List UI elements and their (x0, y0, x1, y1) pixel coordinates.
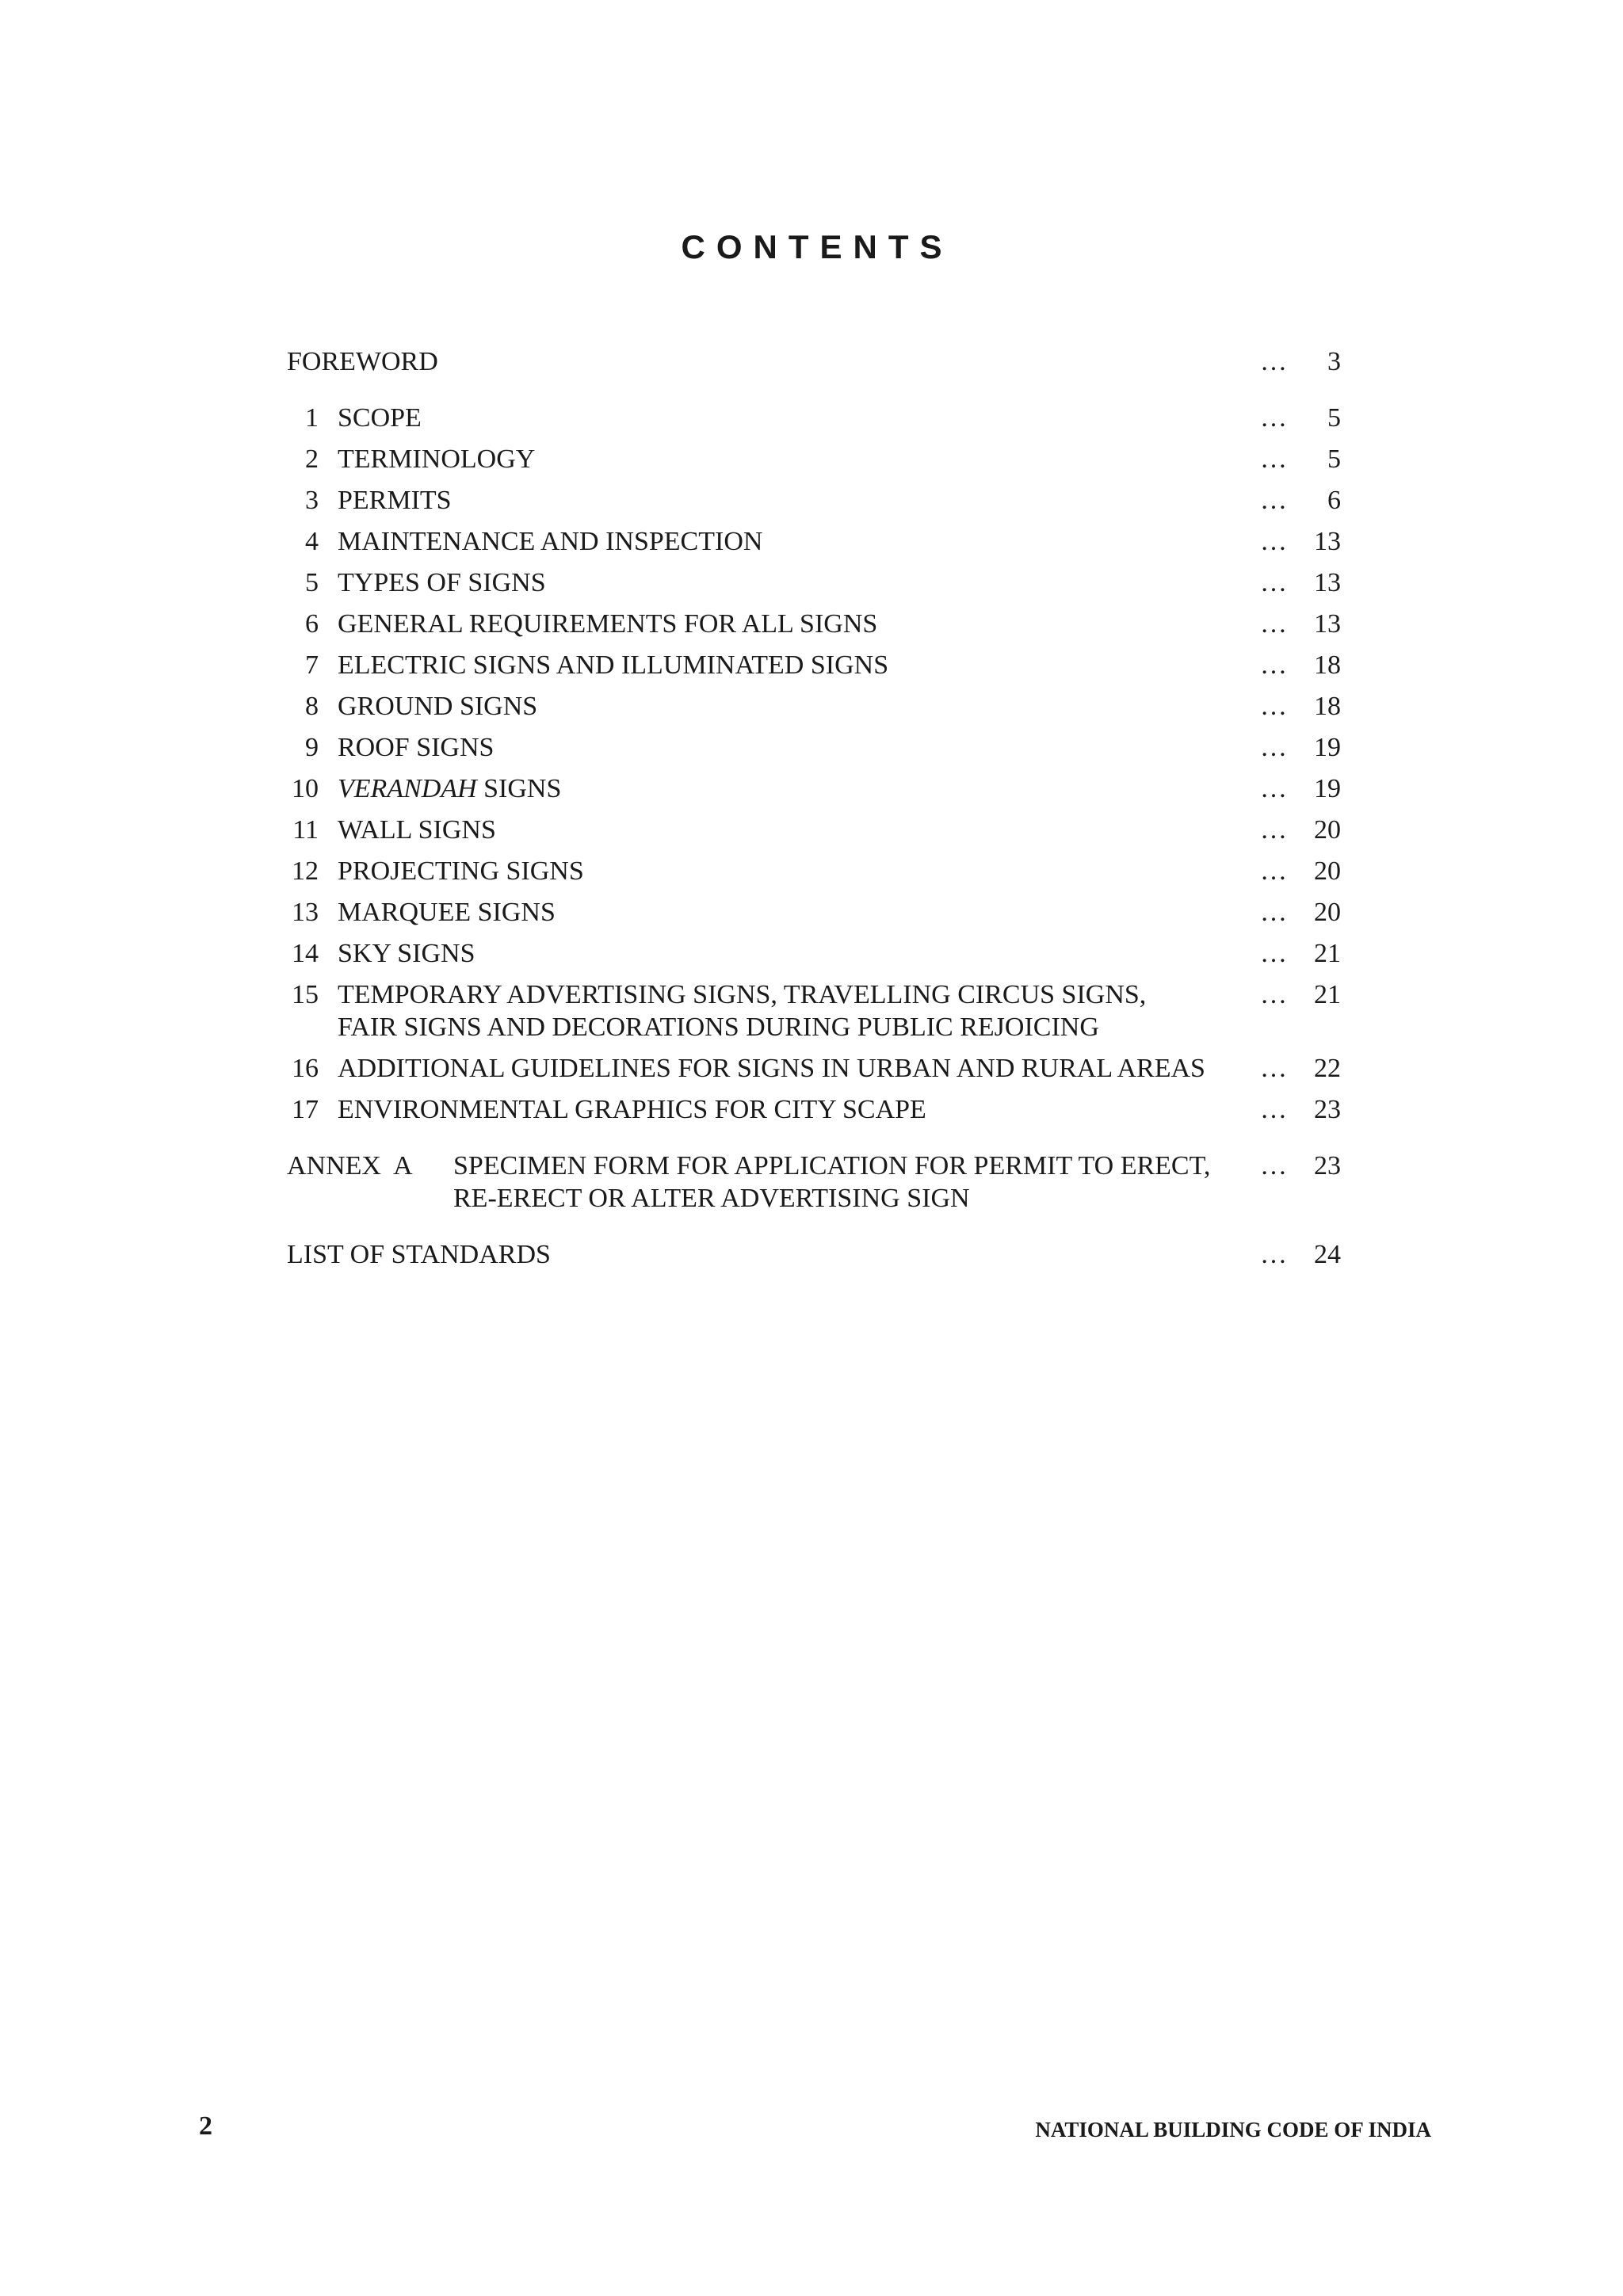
toc-leader-dots: … (1260, 1151, 1287, 1180)
toc-entry-11 (287, 814, 1341, 846)
toc-entry-title: FOREWORD (287, 347, 438, 376)
toc-entry-2 (287, 443, 1341, 475)
toc-entry-10 (287, 772, 1341, 805)
toc-page-number: 22 (1314, 1054, 1341, 1083)
toc-entry-number: 10 (292, 774, 319, 803)
toc-leader-dots: … (1260, 527, 1287, 556)
footer-publication-title: NATIONAL BUILDING CODE OF INDIA (1035, 2118, 1431, 2142)
toc-entry-number: 1 (305, 403, 319, 433)
toc-entry-5 (287, 566, 1341, 599)
toc-entry-annex-a (287, 1150, 1341, 1215)
toc-entry-title-line: FAIR SIGNS AND DECORATIONS DURING PUBLIC REJOICING (338, 1013, 1099, 1042)
toc-entry-number: 17 (292, 1095, 319, 1124)
toc-entry-16 (287, 1052, 1341, 1085)
toc-page-number: 19 (1314, 774, 1341, 803)
toc-leader-dots: … (1260, 815, 1287, 845)
toc-page-number: 6 (1327, 486, 1341, 515)
toc-page-number: 5 (1327, 403, 1341, 433)
toc-leader-dots: … (1260, 980, 1287, 1009)
toc-entry-number: 2 (305, 444, 319, 474)
toc-page-number: 23 (1314, 1151, 1341, 1180)
toc-leader-dots: … (1260, 1240, 1287, 1269)
toc-entry-7 (287, 649, 1341, 681)
table-of-contents (287, 345, 1341, 1280)
toc-entry-number: 16 (292, 1054, 319, 1083)
toc-page-number: 5 (1327, 444, 1341, 474)
toc-page-number: 13 (1314, 527, 1341, 556)
toc-entry-4 (287, 525, 1341, 558)
toc-entry-number: 7 (305, 650, 319, 680)
toc-entry-number: 9 (305, 733, 319, 762)
toc-entry-number: 6 (305, 609, 319, 639)
toc-entry-foreword (287, 345, 1341, 378)
toc-page-number: 20 (1314, 856, 1341, 886)
toc-leader-dots: … (1260, 1054, 1287, 1083)
toc-entry-13 (287, 896, 1341, 929)
toc-leader-dots: … (1260, 1095, 1287, 1124)
toc-entry-list-of-standards (287, 1238, 1341, 1271)
toc-entry-14 (287, 937, 1341, 970)
toc-leader-dots: … (1260, 898, 1287, 927)
toc-entry-number: 14 (292, 939, 319, 968)
toc-entry-number: 11 (292, 815, 319, 845)
toc-entry-title: TERMINOLOGY (338, 444, 536, 474)
toc-entry-title: PERMITS (338, 486, 452, 515)
toc-entry-title: LIST OF STANDARDS (287, 1240, 551, 1269)
toc-leader-dots: … (1260, 856, 1287, 886)
toc-entry-12 (287, 855, 1341, 887)
footer-page-number: 2 (199, 2111, 212, 2141)
toc-entry-title: GENERAL REQUIREMENTS FOR ALL SIGNS (338, 609, 878, 639)
toc-entry-title: ENVIRONMENTAL GRAPHICS FOR CITY SCAPE (338, 1095, 926, 1124)
toc-page-number: 18 (1314, 692, 1341, 721)
toc-leader-dots: … (1260, 347, 1287, 376)
toc-entry-title: PROJECTING SIGNS (338, 856, 584, 886)
toc-entry-title: ADDITIONAL GUIDELINES FOR SIGNS IN URBAN AND RURAL AREAS (338, 1054, 1205, 1083)
toc-entry-title-line: SPECIMEN FORM FOR APPLICATION FOR PERMIT TO ERECT, (453, 1151, 1211, 1180)
toc-leader-dots: … (1260, 444, 1287, 474)
toc-entry-title: ROOF SIGNS (338, 733, 495, 762)
toc-entry-number: 8 (305, 692, 319, 721)
toc-entry-title-line: RE-ERECT OR ALTER ADVERTISING SIGN (453, 1184, 970, 1213)
toc-leader-dots: … (1260, 486, 1287, 515)
toc-leader-dots: … (1260, 650, 1287, 680)
toc-page-number: 3 (1327, 347, 1341, 376)
toc-entry-title (453, 1150, 1246, 1215)
toc-page-number: 24 (1314, 1240, 1341, 1269)
toc-page-number: 21 (1314, 939, 1341, 968)
toc-entry-title: WALL SIGNS (338, 815, 496, 845)
toc-entry-number: 15 (292, 980, 319, 1009)
toc-entry-number: 3 (305, 486, 319, 515)
toc-entry-title: MAINTENANCE AND INSPECTION (338, 527, 763, 556)
toc-page-number: 13 (1314, 609, 1341, 639)
toc-leader-dots: … (1260, 609, 1287, 639)
toc-entry-1 (287, 402, 1341, 434)
page-title: CONTENTS (681, 228, 953, 265)
toc-entry-title-line: TEMPORARY ADVERTISING SIGNS, TRAVELLING CIRCUS SIGNS, (338, 980, 1147, 1009)
toc-page-number: 20 (1314, 815, 1341, 845)
toc-entry-8 (287, 690, 1341, 723)
toc-page-number: 19 (1314, 733, 1341, 762)
toc-entry-title: SKY SIGNS (338, 939, 475, 968)
toc-entry-17 (287, 1093, 1341, 1126)
toc-entry-title-rest: SIGNS (476, 774, 562, 803)
toc-entry-9 (287, 731, 1341, 764)
toc-entry-number: 13 (292, 898, 319, 927)
toc-entry-title (338, 772, 1225, 805)
toc-entry-title: SCOPE (338, 403, 422, 433)
toc-entry-title: TYPES OF SIGNS (338, 568, 546, 597)
toc-page-number: 13 (1314, 568, 1341, 597)
toc-entry-number: 12 (292, 856, 319, 886)
toc-leader-dots: … (1260, 403, 1287, 433)
toc-entry-title: GROUND SIGNS (338, 692, 538, 721)
toc-leader-dots: … (1260, 939, 1287, 968)
toc-entry-15 (287, 978, 1341, 1043)
toc-entry-number: 5 (305, 568, 319, 597)
toc-entry-title: MARQUEE SIGNS (338, 898, 556, 927)
toc-leader-dots: … (1260, 568, 1287, 597)
toc-entry-3 (287, 484, 1341, 517)
toc-page-number: 20 (1314, 898, 1341, 927)
toc-entry-title-italic: VERANDAH (338, 774, 477, 803)
toc-leader-dots: … (1260, 692, 1287, 721)
toc-leader-dots: … (1260, 774, 1287, 803)
toc-page-number: 21 (1314, 980, 1341, 1009)
toc-entry-title (338, 978, 1225, 1043)
toc-annex-label: ANNEX A (287, 1151, 413, 1180)
toc-entry-number: 4 (305, 527, 319, 556)
toc-page-number: 23 (1314, 1095, 1341, 1124)
toc-entry-title: ELECTRIC SIGNS AND ILLUMINATED SIGNS (338, 650, 889, 680)
toc-page-number: 18 (1314, 650, 1341, 680)
toc-entry-6 (287, 608, 1341, 640)
toc-leader-dots: … (1260, 733, 1287, 762)
